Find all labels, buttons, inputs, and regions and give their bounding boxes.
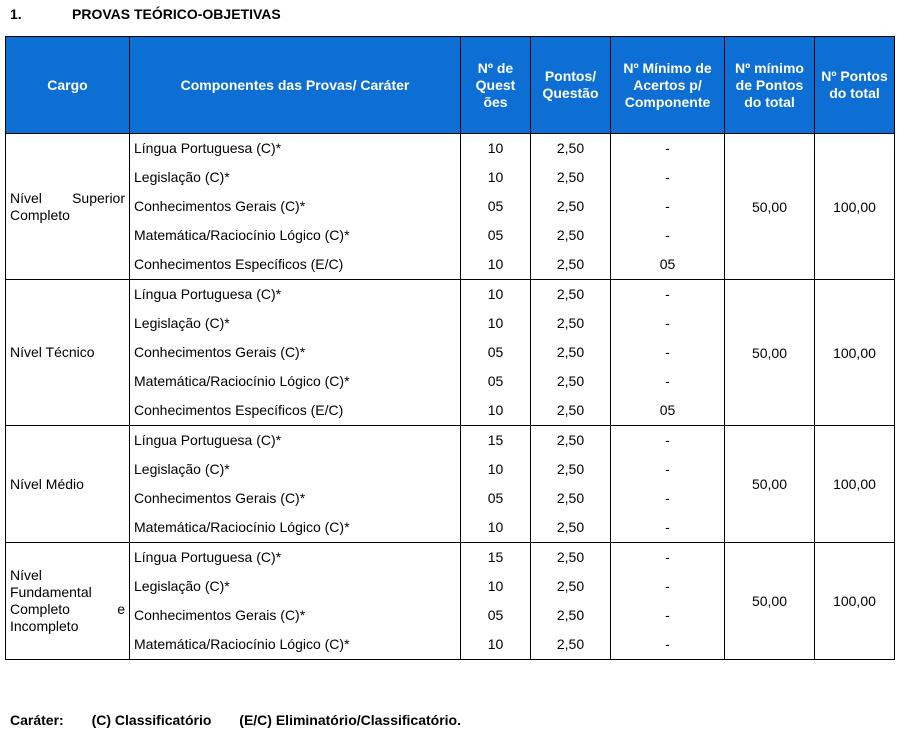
component-value: Língua Portuguesa (C)*	[134, 286, 282, 302]
component-value: Legislação (C)*	[134, 461, 230, 477]
points-value: 2,50	[556, 344, 585, 360]
questions-value: 05	[487, 607, 504, 623]
min-correct-value: -	[665, 607, 670, 623]
header-num-questoes: Nº de Quest ões	[461, 37, 531, 134]
component-value: Conhecimentos Gerais (C)*	[134, 198, 306, 214]
footer-eliminatorio: (E/C) Eliminatório/Classificatório.	[239, 712, 461, 728]
section-number: 1.	[10, 6, 22, 22]
component-value: Conhecimentos Gerais (C)*	[134, 490, 306, 506]
total-points-cell: 100,00	[815, 426, 895, 543]
total-points-cell: 100,00	[815, 280, 895, 426]
min-correct-value: -	[665, 549, 670, 565]
min-points-cell: 50,00	[725, 134, 815, 280]
section-heading	[10, 6, 281, 22]
section-title: PROVAS TEÓRICO-OBJETIVAS	[72, 6, 281, 22]
component-value: Língua Portuguesa (C)*	[134, 140, 282, 156]
component-value: Língua Portuguesa (C)*	[134, 549, 282, 565]
min-correct-cell	[611, 134, 725, 280]
questions-value: 10	[487, 169, 504, 185]
min-correct-value: 05	[659, 256, 676, 272]
footer-classificatorio: (C) Classificatório	[91, 712, 212, 728]
cargo-cell: Nível Técnico	[6, 280, 130, 426]
points-value: 2,50	[556, 373, 585, 389]
min-correct-value: -	[665, 432, 670, 448]
component-value: Matemática/Raciocínio Lógico (C)*	[134, 227, 350, 243]
component-value: Legislação (C)*	[134, 169, 230, 185]
min-correct-value: -	[665, 227, 670, 243]
min-correct-cell	[611, 426, 725, 543]
component-cell	[130, 280, 461, 426]
component-value: Conhecimentos Específicos (E/C)	[134, 402, 344, 418]
points-value: 2,50	[556, 578, 585, 594]
points-value: 2,50	[556, 519, 585, 535]
component-value: Matemática/Raciocínio Lógico (C)*	[134, 373, 350, 389]
component-value: Conhecimentos Específicos (E/C)	[134, 256, 344, 272]
questions-value: 05	[487, 198, 504, 214]
component-cell	[130, 426, 461, 543]
footer-label: Caráter:	[10, 712, 64, 728]
header-min-pontos: Nº mínimo de Pontos do total	[725, 37, 815, 134]
component-value: Conhecimentos Gerais (C)*	[134, 344, 306, 360]
min-correct-value: -	[665, 461, 670, 477]
min-correct-value: -	[665, 315, 670, 331]
questions-cell	[461, 134, 531, 280]
min-correct-value: -	[665, 286, 670, 302]
questions-value: 10	[487, 315, 504, 331]
questions-value: 05	[487, 490, 504, 506]
questions-cell	[461, 280, 531, 426]
min-correct-value: -	[665, 490, 670, 506]
table-row	[6, 134, 895, 280]
min-points-cell: 50,00	[725, 426, 815, 543]
points-value: 2,50	[556, 402, 585, 418]
points-cell	[531, 280, 611, 426]
questions-value: 15	[487, 432, 504, 448]
questions-value: 05	[487, 227, 504, 243]
header-total-pontos: Nº Pontos do total	[815, 37, 895, 134]
points-value: 2,50	[556, 461, 585, 477]
cargo-cell: Nível Superior Completo	[6, 134, 130, 280]
questions-value: 10	[487, 636, 504, 652]
min-correct-value: -	[665, 636, 670, 652]
points-value: 2,50	[556, 549, 585, 565]
points-value: 2,50	[556, 432, 585, 448]
min-points-cell: 50,00	[725, 543, 815, 660]
points-cell	[531, 134, 611, 280]
questions-value: 10	[487, 286, 504, 302]
questions-value: 05	[487, 344, 504, 360]
table-row	[6, 426, 895, 543]
questions-value: 10	[487, 461, 504, 477]
points-cell	[531, 426, 611, 543]
table-row	[6, 280, 895, 426]
points-value: 2,50	[556, 286, 585, 302]
points-value: 2,50	[556, 198, 585, 214]
component-value: Matemática/Raciocínio Lógico (C)*	[134, 519, 350, 535]
component-value: Língua Portuguesa (C)*	[134, 432, 282, 448]
header-pontos-questao: Pontos/ Questão	[531, 37, 611, 134]
footer-legend	[10, 712, 485, 728]
questions-value: 10	[487, 519, 504, 535]
points-value: 2,50	[556, 636, 585, 652]
component-value: Legislação (C)*	[134, 578, 230, 594]
header-componentes: Componentes das Provas/ Caráter	[130, 37, 461, 134]
min-correct-value: -	[665, 373, 670, 389]
min-points-cell: 50,00	[725, 280, 815, 426]
total-points-cell: 100,00	[815, 134, 895, 280]
questions-value: 10	[487, 256, 504, 272]
min-correct-value: -	[665, 169, 670, 185]
table-row	[6, 543, 895, 660]
min-correct-value: 05	[659, 402, 676, 418]
questions-cell	[461, 543, 531, 660]
min-correct-cell	[611, 543, 725, 660]
min-correct-value: -	[665, 198, 670, 214]
questions-value: 10	[487, 140, 504, 156]
min-correct-value: -	[665, 344, 670, 360]
questions-value: 10	[487, 578, 504, 594]
min-correct-value: -	[665, 519, 670, 535]
header-cargo: Cargo	[6, 37, 130, 134]
points-value: 2,50	[556, 256, 585, 272]
cargo-cell: Nível Fundamental Completo e Incompleto	[6, 543, 130, 660]
points-value: 2,50	[556, 227, 585, 243]
total-points-cell: 100,00	[815, 543, 895, 660]
points-cell	[531, 543, 611, 660]
min-correct-value: -	[665, 578, 670, 594]
header-row	[6, 37, 895, 134]
questions-value: 05	[487, 373, 504, 389]
points-value: 2,50	[556, 315, 585, 331]
cargo-cell: Nível Médio	[6, 426, 130, 543]
component-value: Legislação (C)*	[134, 315, 230, 331]
points-value: 2,50	[556, 490, 585, 506]
component-cell	[130, 543, 461, 660]
min-correct-cell	[611, 280, 725, 426]
questions-value: 10	[487, 402, 504, 418]
points-value: 2,50	[556, 169, 585, 185]
component-value: Conhecimentos Gerais (C)*	[134, 607, 306, 623]
min-correct-value: -	[665, 140, 670, 156]
exam-table	[5, 36, 895, 660]
questions-cell	[461, 426, 531, 543]
points-value: 2,50	[556, 140, 585, 156]
points-value: 2,50	[556, 607, 585, 623]
questions-value: 15	[487, 549, 504, 565]
component-value: Matemática/Raciocínio Lógico (C)*	[134, 636, 350, 652]
header-min-acertos: Nº Mínimo de Acertos p/ Componente	[611, 37, 725, 134]
component-cell	[130, 134, 461, 280]
